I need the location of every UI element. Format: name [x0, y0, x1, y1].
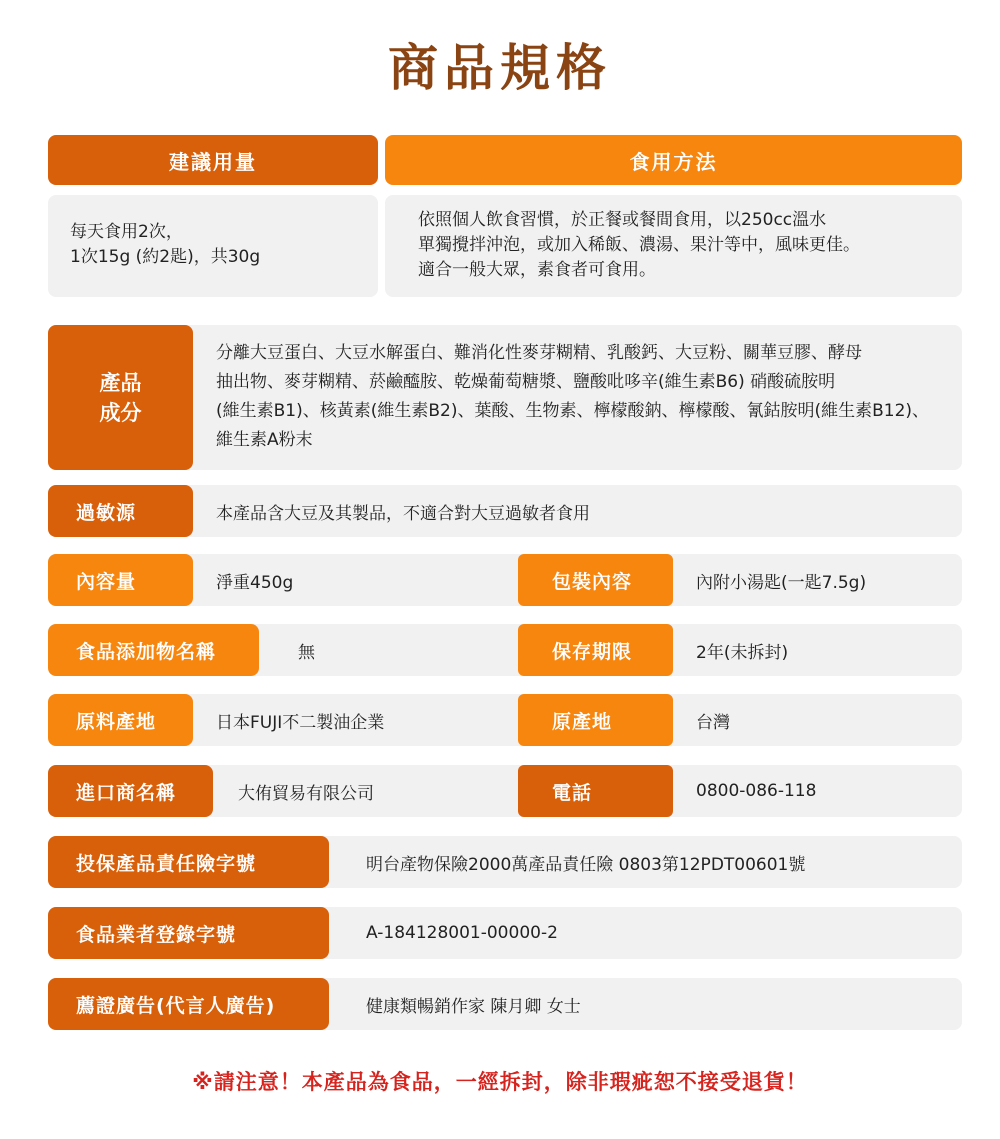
additive-row [48, 624, 962, 676]
method-box [385, 195, 962, 297]
dosage-line: 1次15g (約2匙)，共30g [70, 247, 261, 267]
method-line: 依照個人飲食習慣，於正餐或餐間食用，以250cc溫水 [418, 210, 827, 230]
dosage-box [48, 195, 378, 297]
dosage-header: 建議用量 [48, 135, 378, 185]
insurance-value: 明台產物保險2000萬產品責任險 0803第12PDT00601號 [366, 854, 806, 875]
origin-row [48, 694, 962, 746]
material-origin-value: 日本FUJI不二製油企業 [216, 712, 385, 733]
return-policy-notice: ※請注意！本產品為食品，一經拆封，除非瑕疵恕不接受退貨！ [192, 1070, 808, 1094]
method-header: 食用方法 [385, 135, 962, 185]
ingredients-line: (維生素B1)、核黃素(維生素B2)、葉酸、生物素、檸檬酸鈉、檸檬酸、氰鈷胺明(維生素B12)、 [216, 401, 930, 421]
phone-value: 0800-086-118 [696, 781, 817, 801]
page-title: 商品規格 [388, 39, 612, 97]
phone-label: 電話 [518, 765, 673, 817]
allergen-label: 過敏源 [48, 485, 193, 537]
ingredients-label [48, 325, 193, 470]
ingredients-label-line: 產品 [99, 370, 142, 395]
registration-row [48, 907, 962, 959]
insurance-label: 投保產品責任險字號 [48, 836, 329, 888]
endorsement-row [48, 978, 962, 1030]
registration-label: 食品業者登錄字號 [48, 907, 329, 959]
endorsement-label: 薦證廣告(代言人廣告) [48, 978, 329, 1030]
additive-label: 食品添加物名稱 [48, 624, 259, 676]
ingredients-line: 維生素A粉末 [216, 430, 313, 450]
ingredients-label-line: 成分 [99, 400, 142, 425]
material-origin-label: 原料產地 [48, 694, 193, 746]
registration-value: A-184128001-00000-2 [366, 923, 558, 943]
method-line: 適合一般大眾，素食者可食用。 [418, 260, 656, 280]
package-value: 內附小湯匙(一匙7.5g) [696, 572, 867, 593]
shelf-life-label: 保存期限 [518, 624, 673, 676]
dosage-line: 每天食用2次， [70, 222, 183, 242]
method-line: 單獨攪拌沖泡，或加入稀飯、濃湯、果汁等中，風味更佳。 [418, 235, 860, 255]
allergen-value: 本產品含大豆及其製品，不適合對大豆過敏者食用 [216, 503, 590, 524]
endorsement-value: 健康類暢銷作家 陳月卿 女士 [366, 996, 581, 1017]
content-value: 淨重450g [216, 572, 294, 593]
ingredients-line: 分離大豆蛋白、大豆水解蛋白、難消化性麥芽糊精、乳酸鈣、大豆粉、關華豆膠、酵母 [216, 343, 862, 363]
package-label: 包裝內容 [518, 554, 673, 606]
allergen-row [48, 485, 962, 537]
origin-label: 原產地 [518, 694, 673, 746]
insurance-row [48, 836, 962, 888]
additive-value: 無 [298, 642, 315, 663]
ingredients-text [216, 339, 929, 455]
content-row [48, 554, 962, 606]
importer-value: 大侑貿易有限公司 [238, 783, 374, 804]
shelf-life-value: 2年(未拆封) [696, 642, 789, 663]
content-label: 內容量 [48, 554, 193, 606]
ingredients-line: 抽出物、麥芽糊精、菸鹼醯胺、乾燥葡萄糖漿、鹽酸吡哆辛(維生素B6) 硝酸硫胺明 [216, 372, 836, 392]
importer-row [48, 765, 962, 817]
importer-label: 進口商名稱 [48, 765, 213, 817]
origin-value: 台灣 [696, 712, 730, 733]
ingredients-panel [48, 325, 962, 470]
